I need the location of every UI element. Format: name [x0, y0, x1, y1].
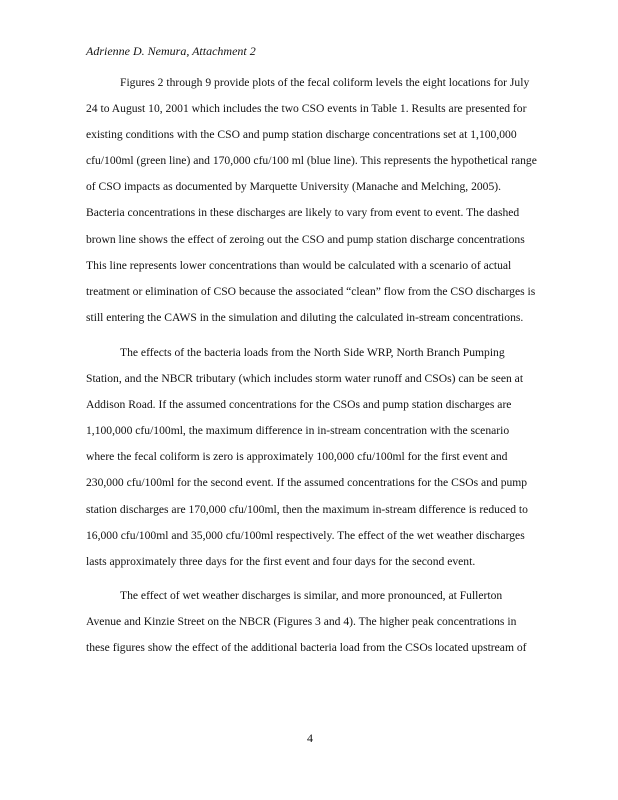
page-number: 4 — [307, 731, 313, 745]
text-line: station discharges are 170,000 cfu/100ml, then the maximum in-stream difference is reduced to — [86, 502, 528, 516]
text-line: these figures show the effect of the additional bacteria load from the CSOs located upstream of — [86, 641, 527, 655]
text-line: 230,000 cfu/100ml for the second event. If the assumed concentrations for the CSOs and pump — [86, 476, 528, 490]
text-line: Avenue and Kinzie Street on the NBCR (Figures 3 and 4). The higher peak concentrations in — [86, 615, 517, 629]
text-line: lasts approximately three days for the first event and four days for the second event. — [86, 554, 476, 568]
paragraph-fullerton-kinzie — [86, 583, 532, 661]
text-line: existing conditions with the CSO and pump station discharge concentrations set at 1,100,000 — [86, 128, 517, 142]
text-line: 16,000 cfu/100ml and 35,000 cfu/100ml respectively. The effect of the wet weather discharges — [86, 528, 525, 542]
text-line: The effects of the bacteria loads from the North Side WRP, North Branch Pumping — [120, 346, 505, 359]
text-line: Figures 2 through 9 provide plots of the fecal coliform levels the eight locations for July — [120, 76, 530, 89]
text-line: still entering the CAWS in the simulation and diluting the calculated in-stream concentrations. — [86, 310, 524, 324]
text-line: where the fecal coliform is zero is approximately 100,000 cfu/100ml for the first event and — [86, 450, 508, 464]
text-line: Station, and the NBCR tributary (which includes storm water runoff and CSOs) can be seen at — [86, 372, 524, 386]
text-line: The effect of wet weather discharges is similar, and more pronounced, at Fullerton — [120, 589, 503, 602]
text-line: cfu/100ml (green line) and 170,000 cfu/100 ml (blue line). This represents the hypothetical range — [86, 154, 537, 168]
text-line: 24 to August 10, 2001 which includes the two CSO events in Table 1. Results are presented for — [86, 102, 527, 116]
text-line: This line represents lower concentrations than would be calculated with a scenario of actual — [86, 258, 512, 272]
paragraph-addison-road — [86, 340, 532, 575]
text-line: brown line shows the effect of zeroing out the CSO and pump station discharge concentrations — [86, 232, 525, 246]
paragraph-figures-overview — [86, 70, 537, 331]
text-line: Bacteria concentrations in these discharges are likely to vary from event to event. The dashed — [86, 206, 520, 220]
text-line: of CSO impacts as documented by Marquette University (Manache and Melching, 2005). — [86, 180, 502, 194]
page-header: Adrienne D. Nemura, Attachment 2 — [86, 44, 256, 58]
text-line: 1,100,000 cfu/100ml, the maximum difference in in-stream concentration with the scenario — [86, 424, 510, 438]
text-line: Addison Road. If the assumed concentrations for the CSOs and pump station discharges are — [86, 398, 512, 412]
text-line: treatment or elimination of CSO because the associated “clean” flow from the CSO discharges is — [86, 284, 536, 298]
